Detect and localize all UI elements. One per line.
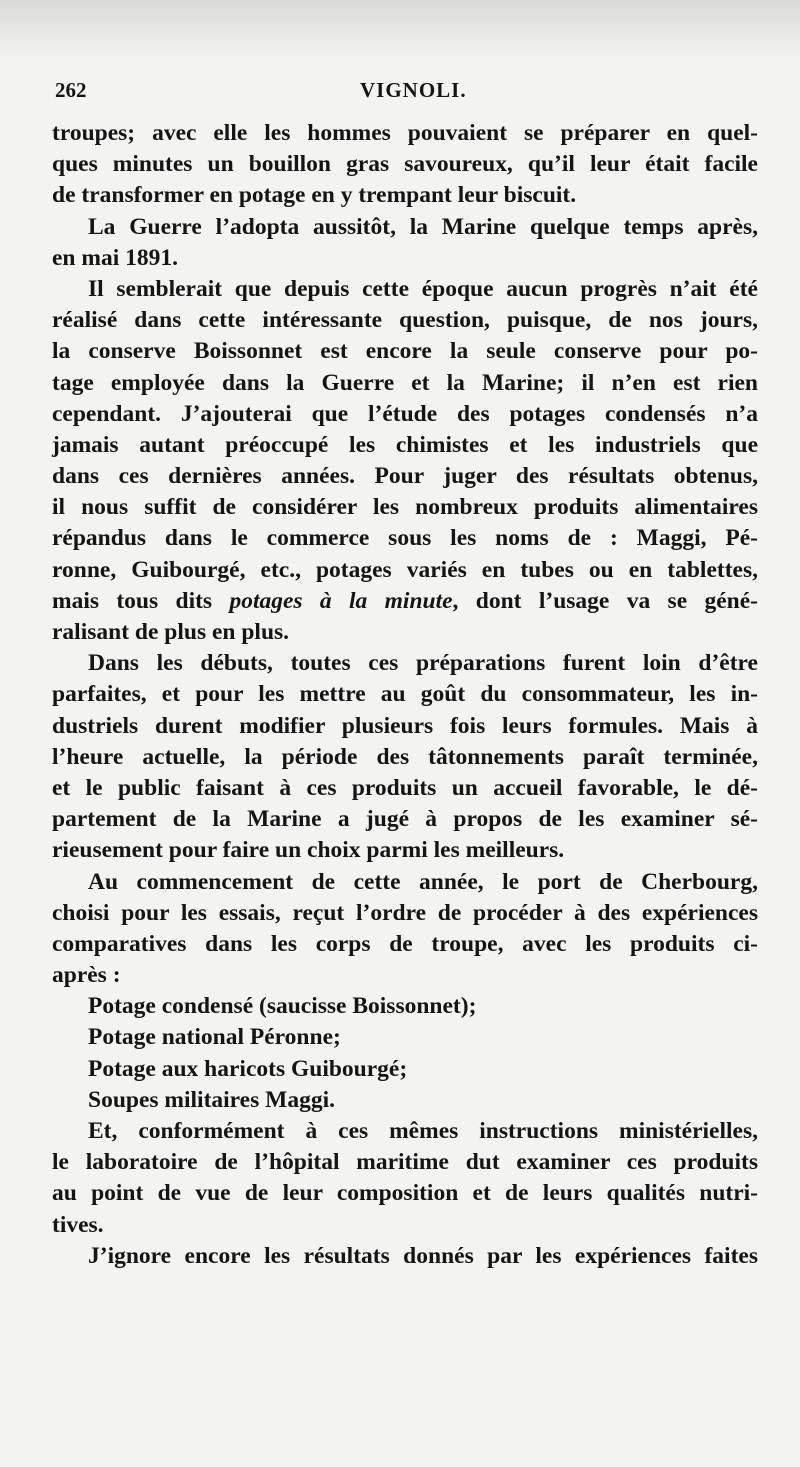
text-line: il nous suffit de considérer les nombreux produits alimentaires [52, 494, 758, 521]
page-shading [0, 0, 800, 60]
text-line: cependant. J’ajouterai que l’étude des potages condensés n’a [52, 400, 758, 427]
text-line: Potage national Péronne; [88, 1024, 341, 1051]
text-line: de transformer en potage en y trempant leur biscuit. [52, 182, 577, 209]
text-line: tage employée dans la Guerre et la Marine; il n’en est rien [52, 369, 758, 396]
running-title: VIGNOLI. [360, 78, 467, 102]
text-line [52, 586, 758, 617]
text-line: dustriels durent modifier plusieurs fois leurs formules. Mais à [52, 712, 758, 739]
text-segment: mais tous dits [52, 587, 230, 614]
page-header [50, 78, 760, 108]
text-line: partement de la Marine a jugé à propos de les examiner sé- [52, 806, 758, 833]
text-line: J’ignore encore les résultats donnés par les expériences faites [88, 1242, 758, 1269]
text-line: après : [52, 962, 121, 989]
text-line: au point de vue de leur composition et de leurs qualités nutri- [52, 1180, 758, 1207]
text-line: La Guerre l’adopta aussitôt, la Marine quelque temps après, [88, 213, 758, 240]
text-line: en mai 1891. [52, 244, 178, 271]
text-line: ronne, Guibourgé, etc., potages variés en tubes ou en tablettes, [52, 556, 758, 583]
text-line: troupes; avec elle les hommes pouvaient se préparer en quel- [52, 120, 758, 146]
text-line: jamais autant préoccupé les chimistes et les industriels que [52, 431, 758, 458]
text-line: réalisé dans cette intéressante question, puisque, de nos jours, [52, 307, 758, 334]
text-line: parfaites, et pour les mettre au goût du consommateur, les in- [52, 681, 758, 708]
text-line: l’heure actuelle, la période des tâtonnements paraît terminée, [52, 743, 758, 770]
text-line: la conserve Boissonnet est encore la seule conserve pour po- [52, 338, 758, 365]
text-line: dans ces dernières années. Pour juger des résultats obtenus, [52, 463, 758, 490]
text-line: Dans les débuts, toutes ces préparations furent loin d’être [88, 650, 758, 677]
text-line: et le public faisant à ces produits un accueil favorable, le dé- [52, 774, 758, 801]
page-number: 262 [55, 78, 87, 102]
text-line: tives. [52, 1211, 104, 1238]
text-line: Potage condensé (saucisse Boissonnet); [88, 993, 477, 1020]
text-line: ques minutes un bouillon gras savoureux, qu’il leur était facile [52, 151, 758, 178]
text-line: choisi pour les essais, reçut l’ordre de procéder à des expériences [52, 899, 758, 926]
text-line: Et, conformément à ces mêmes instructions ministérielles, [88, 1118, 758, 1144]
text-line: Soupes militaires Maggi. [88, 1086, 335, 1113]
text-line: ralisant de plus en plus. [52, 619, 290, 645]
text-segment: , dont l’usage va se géné- [452, 587, 758, 614]
text-line: comparatives dans les corps de troupe, avec les produits ci- [52, 930, 758, 957]
text-line: Au commencement de cette année, le port de Cherbourg, [88, 868, 758, 895]
text-line: Potage aux haricots Guibourgé; [88, 1055, 408, 1082]
body-text [52, 118, 758, 1272]
text-line: le laboratoire de l’hôpital maritime dut examiner ces produits [52, 1149, 758, 1176]
text-line: répandus dans le commerce sous les noms de : Maggi, Pé- [52, 525, 758, 552]
text-line: Il semblerait que depuis cette époque aucun progrès n’ait été [88, 275, 758, 302]
italic-phrase: potages à la minute [229, 587, 453, 614]
text-line: rieusement pour faire un choix parmi les meilleurs. [52, 837, 565, 864]
